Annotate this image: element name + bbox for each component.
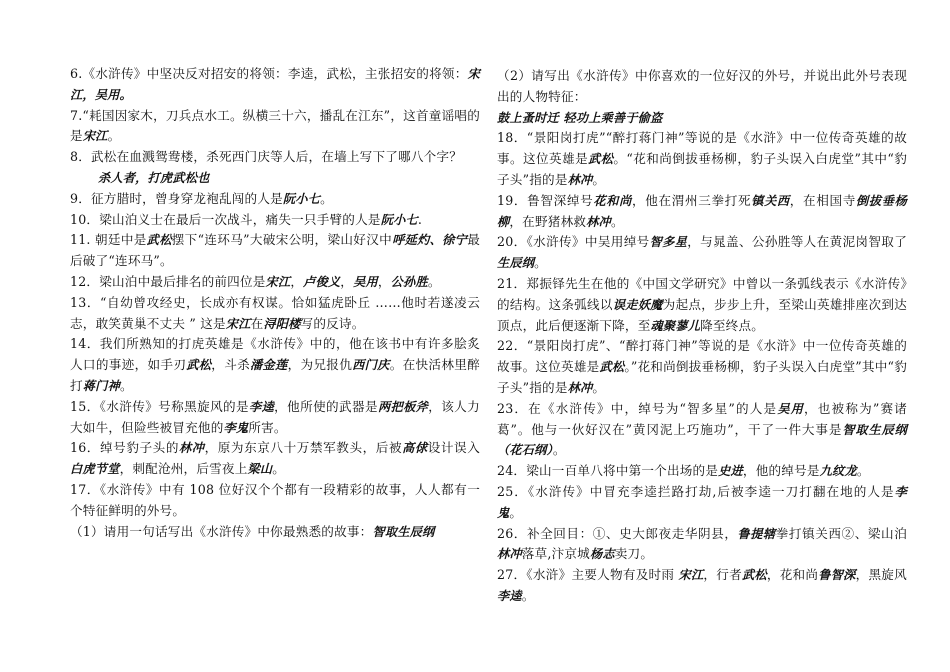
question-text: 。“花和尚倒拔垂杨柳，豹子头误入白虎堂”其中“豹子头”指的是 bbox=[497, 151, 907, 187]
question-paragraph bbox=[497, 191, 907, 233]
question-text: ， bbox=[290, 273, 304, 289]
answer-text: 林冲 bbox=[586, 214, 611, 229]
question-paragraph bbox=[70, 522, 480, 543]
question-text: 。 bbox=[552, 442, 566, 458]
question-text: 最后破了“连环马”。 bbox=[70, 232, 480, 269]
answer-text: 高俅 bbox=[402, 441, 428, 456]
question-text: ， bbox=[340, 273, 354, 289]
question-paragraph bbox=[497, 336, 907, 398]
question-text: 12．梁山泊中最后排名的前四位是 bbox=[70, 273, 266, 289]
answer-text: 梁山 bbox=[247, 462, 273, 477]
answer-text: 吴用 bbox=[777, 401, 805, 416]
question-text: 16．绰号豹子头的 bbox=[70, 440, 180, 456]
question-text: 26．补全回目：①、史大郎夜走华阴县， bbox=[497, 525, 738, 541]
answer-text: 李逵 bbox=[249, 399, 275, 414]
question-text: ，与晁盖、公孙胜等人在黄泥岗智取了 bbox=[687, 234, 908, 250]
question-text: 10．梁山泊义士在最后一次战斗，痛失一只手臂的人是 bbox=[70, 211, 381, 227]
question-text: 落草,汴京城 bbox=[521, 546, 590, 562]
question-text: 所害。 bbox=[248, 419, 287, 435]
answer-text: 误走妖魔 bbox=[612, 297, 663, 312]
answer-text: 宋江 bbox=[678, 568, 704, 583]
question-text: 。 bbox=[592, 171, 606, 187]
question-text: ，刺配沧州，后雪夜上 bbox=[119, 461, 248, 477]
question-text: 卖刀。 bbox=[614, 546, 654, 562]
question-text: ，在野猪林救 bbox=[509, 213, 587, 229]
question-text: ，原为东京八十万禁军教头，后被 bbox=[204, 440, 403, 456]
answer-text: 白虎节堂 bbox=[70, 462, 120, 477]
question-text: ，在相国寺 bbox=[789, 192, 857, 208]
question-text: ，花和尚 bbox=[766, 567, 819, 583]
answer-text: 西门庆 bbox=[352, 358, 390, 373]
answer-text: 九纹龙 bbox=[819, 464, 857, 479]
question-text: 27．《水浒》主要人物有及时雨 bbox=[497, 567, 679, 583]
answer-text: 鲁智深 bbox=[818, 568, 856, 583]
answer-text: 浔阳楼 bbox=[263, 316, 301, 331]
question-paragraph bbox=[70, 438, 480, 480]
question-text: 20．《水浒传》中吴用绰号 bbox=[497, 234, 650, 250]
question-paragraph bbox=[497, 524, 907, 566]
question-paragraph bbox=[497, 108, 907, 129]
question-text: 。 bbox=[320, 190, 333, 206]
question-text: ，该人力大如牛，但险些被冒充他的 bbox=[70, 398, 480, 435]
question-text: 22．“景阳岗打虎”、“醉打蒋门神”等说的是《水浒》中一位传奇英雄的故事。这位英雄是 bbox=[497, 338, 907, 375]
question-paragraph bbox=[70, 189, 480, 210]
answer-text: 史进 bbox=[718, 464, 743, 479]
question-paragraph bbox=[70, 210, 480, 231]
answer-text: 鲁提辖 bbox=[737, 526, 776, 541]
question-text: 。 bbox=[427, 273, 441, 289]
question-paragraph bbox=[70, 480, 480, 522]
question-text: 25．《水浒传》中冒充李逵拦路打劫,后被李逵一刀打翻在地的人是 bbox=[497, 483, 895, 499]
question-paragraph bbox=[70, 64, 480, 106]
question-text: 6.《水浒传》中坚决反对招安的将领：李逵，武松，主张招安的将领： bbox=[70, 66, 468, 81]
question-text: 21．郑振铎先生在他的《中国文学研究》中曾以一条弧线表示《水浒传》的结构。这条弧线以 bbox=[497, 275, 907, 312]
answer-text: 吴用 bbox=[353, 274, 378, 289]
answer-text: 武松 bbox=[741, 568, 767, 583]
answer-text: 武松 bbox=[146, 233, 172, 248]
question-paragraph bbox=[70, 397, 480, 439]
question-paragraph bbox=[70, 168, 480, 189]
question-text: . bbox=[417, 211, 423, 227]
question-text: 。 bbox=[272, 461, 286, 477]
left-column bbox=[70, 64, 480, 542]
question-paragraph bbox=[497, 128, 907, 190]
question-text: 7.“耗国因家木，刀兵点水工。纵横三十六，播乱在江东”，这首童谣唱的是 bbox=[70, 107, 480, 144]
question-text: 。在快活林里醉打 bbox=[70, 357, 480, 393]
answer-text: 呼延灼、徐宁 bbox=[392, 233, 468, 248]
question-text: 。”花和尚倒拔垂杨柳，豹子头误入白虎堂”其中“豹子头”指的是 bbox=[497, 359, 907, 395]
question-paragraph bbox=[497, 399, 907, 461]
question-text: ，他在渭州三拳打死 bbox=[631, 192, 752, 208]
question-paragraph bbox=[70, 272, 480, 293]
answer-text: 鼓上蚤时迁 轻功上乘善于偷盗 bbox=[497, 110, 663, 125]
question-text: 在 bbox=[250, 315, 264, 331]
question-text: ，黑旋风 bbox=[855, 567, 907, 583]
question-text: 摆下“连环马”大破宋公明，梁山好汉中 bbox=[171, 232, 393, 248]
question-text: 。 bbox=[119, 377, 133, 393]
answer-text: 公孙胜 bbox=[390, 274, 428, 289]
question-text: 23．在《水浒传》中，绰号为“智多星”的人是 bbox=[497, 400, 778, 416]
question-paragraph bbox=[70, 230, 480, 272]
question-text: 8．武松在血溅鸳鸯楼，杀死西门庆等人后，在墙上写下了哪八个字？ bbox=[70, 149, 463, 165]
answer-text: 蒋门神 bbox=[82, 378, 120, 393]
question-text: ， bbox=[377, 273, 391, 289]
answer-text: 魂聚蓼儿 bbox=[650, 318, 701, 333]
question-text: ，他的绰号是 bbox=[742, 463, 820, 479]
answer-text: 倒拔垂杨柳 bbox=[497, 193, 907, 229]
question-paragraph bbox=[497, 66, 907, 108]
question-text: 写的反诗。 bbox=[300, 315, 365, 331]
question-text: ，为兄报仇 bbox=[287, 357, 353, 373]
answer-text: 林冲 bbox=[567, 172, 593, 187]
question-paragraph bbox=[497, 274, 907, 336]
question-text: 18．“景阳岗打虎”“醉打蒋门神”等说的是《水浒》中一位传奇英雄的故事。这位英雄是 bbox=[497, 130, 907, 167]
question-paragraph bbox=[497, 461, 907, 482]
answer-text: 卢俊义 bbox=[303, 274, 341, 289]
answer-text: 林冲 bbox=[179, 441, 205, 456]
question-paragraph bbox=[497, 482, 907, 524]
question-paragraph bbox=[70, 147, 480, 168]
answer-text: 生辰纲 bbox=[497, 256, 535, 271]
answer-text: 宋江 bbox=[265, 274, 291, 289]
question-text: （2）请写出《水浒传》中你喜欢的一位好汉的外号，并说出此外号表现出的人物特征： bbox=[497, 68, 907, 104]
answer-text: 武松 bbox=[588, 152, 614, 167]
answer-text: 智多星 bbox=[649, 235, 688, 250]
answer-text: 两把板斧 bbox=[377, 399, 429, 414]
question-text: 。 bbox=[521, 587, 535, 603]
question-paragraph bbox=[70, 293, 480, 335]
answer-text: 宋江 bbox=[225, 316, 251, 331]
question-text: 拳打镇关西②、梁山泊 bbox=[775, 525, 907, 541]
question-text: 17．《水浒传》中有 108 位好汉个个都有一段精彩的故事，人人都有一个特征鲜明的外号。 bbox=[70, 481, 480, 518]
answer-text: 林冲 bbox=[567, 380, 593, 395]
answer-text: 阮小七 bbox=[282, 191, 321, 206]
question-text: 24．梁山一百单八将中第一个出场的是 bbox=[497, 463, 719, 479]
question-text: ，行者 bbox=[703, 567, 742, 583]
answer-text: 花和尚 bbox=[593, 193, 632, 208]
question-text: 。 bbox=[107, 128, 121, 144]
question-text: 。 bbox=[509, 504, 523, 520]
question-paragraph bbox=[497, 565, 907, 607]
question-text: 为起点，步步上升，至梁山英雄排座次到达顶点，此后便逐渐下降，至 bbox=[497, 296, 907, 333]
question-text: 14．我们所熟知的打虎英雄是《水浒传》中的，他在该书中有许多脍炙人口的事迹，如手刃 bbox=[70, 336, 480, 373]
question-paragraph bbox=[70, 106, 480, 148]
question-text: ，他所使的武器是 bbox=[274, 398, 378, 414]
question-text: 。 bbox=[534, 255, 547, 271]
answer-text: 宋江 bbox=[82, 129, 108, 144]
answer-text: 李鬼 bbox=[223, 420, 249, 435]
answer-text: 李鬼 bbox=[497, 484, 907, 520]
answer-text: 镇关西 bbox=[751, 193, 790, 208]
question-text: 11. 朝廷中是 bbox=[70, 232, 147, 248]
right-column bbox=[497, 66, 907, 607]
question-text: 19．鲁智深绰号 bbox=[497, 192, 594, 208]
question-text: 设计误入 bbox=[427, 440, 481, 456]
question-text: 。 bbox=[592, 379, 606, 395]
answer-text: 宋江，吴用。 bbox=[70, 67, 480, 102]
answer-text: 阮小七 bbox=[380, 212, 418, 227]
question-text: 。 bbox=[610, 213, 624, 229]
question-text: 降至终点。 bbox=[700, 317, 765, 333]
question-text: 。 bbox=[856, 463, 870, 479]
answer-text: 潘金莲 bbox=[250, 358, 288, 373]
question-text: 9．征方腊时，曾身穿龙袍乱闯的人是 bbox=[70, 190, 283, 206]
question-text: ，也被称为”赛诸葛”。他与一伙好汉在”黄冈泥上巧施功”，干了一件大事是 bbox=[497, 400, 907, 437]
answer-text: 杨志 bbox=[589, 547, 615, 562]
answer-text: 杀人者，打虎武松也 bbox=[98, 170, 210, 185]
question-text: 15．《水浒传》号称黑旋风的是 bbox=[70, 398, 249, 414]
answer-text: 武松 bbox=[599, 360, 625, 375]
question-text: 13．“自幼曾攻经史，长成亦有权谋。恰如猛虎卧丘 ……他时若遂凌云志，敢笑黄巢不丈夫 ” 这是 bbox=[70, 294, 480, 331]
question-text: （1）请用一句话写出《水浒传》中你最熟悉的故事： bbox=[70, 523, 373, 539]
answer-text: 智取生辰纲 bbox=[372, 524, 435, 539]
answer-text: 李逵 bbox=[497, 588, 522, 603]
answer-text: 林冲 bbox=[497, 547, 522, 562]
answer-text: 武松 bbox=[186, 358, 212, 373]
answer-text: 智取生辰纲（花石纲） bbox=[497, 422, 908, 458]
question-text: ，斗杀 bbox=[211, 357, 251, 373]
question-paragraph bbox=[497, 232, 907, 274]
question-paragraph bbox=[70, 334, 480, 396]
